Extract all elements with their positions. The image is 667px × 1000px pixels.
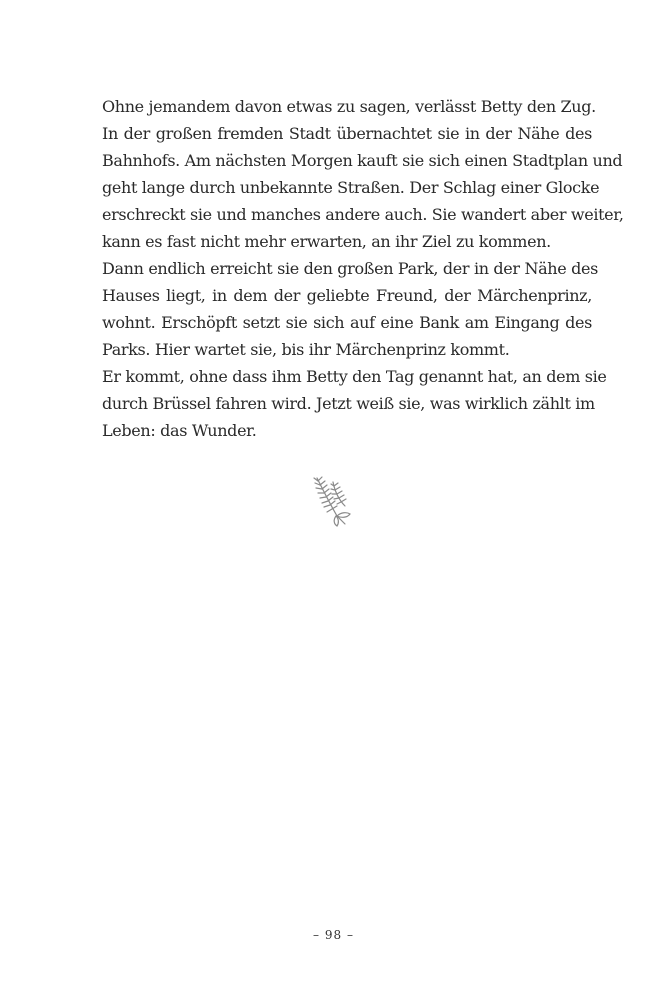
paragraph-4 xyxy=(102,363,607,444)
text-line: Hauses liegt, in dem der geliebte Freund, der Märchenprinz, xyxy=(102,286,592,305)
page-number: – 98 – xyxy=(313,928,354,942)
text-line: kann es fast nicht mehr erwarten, an ihr Ziel zu kommen. xyxy=(102,232,551,251)
paragraph-3 xyxy=(102,255,598,363)
text-line: Dann endlich erreicht sie den großen Park, der in der Nähe des xyxy=(102,259,598,278)
fir-branch-icon xyxy=(303,472,361,530)
body-text xyxy=(102,93,624,444)
text-line: In der großen fremden Stadt übernachtet sie in der Nähe des xyxy=(102,124,592,143)
paragraph-2 xyxy=(102,120,624,255)
text-line: geht lange durch unbekannte Straßen. Der Schlag einer Glocke xyxy=(102,178,600,197)
text-line: Leben: das Wunder. xyxy=(102,421,257,440)
paragraph-1 xyxy=(102,93,596,120)
text-line: Parks. Hier wartet sie, bis ihr Märchenprinz kommt. xyxy=(102,340,510,359)
text-line: durch Brüssel fahren wird. Jetzt weiß sie, was wirklich zählt im xyxy=(102,394,595,413)
text-line: erschreckt sie und manches andere auch. Sie wandert aber weiter, xyxy=(102,205,624,224)
text-line: Ohne jemandem davon etwas zu sagen, verlässt Betty den Zug. xyxy=(102,97,596,116)
text-line: Er kommt, ohne dass ihm Betty den Tag genannt hat, an dem sie xyxy=(102,367,607,386)
text-line: wohnt. Erschöpft setzt sie sich auf eine Bank am Eingang des xyxy=(102,313,592,332)
text-line: Bahnhofs. Am nächsten Morgen kauft sie sich einen Stadtplan und xyxy=(102,151,623,170)
